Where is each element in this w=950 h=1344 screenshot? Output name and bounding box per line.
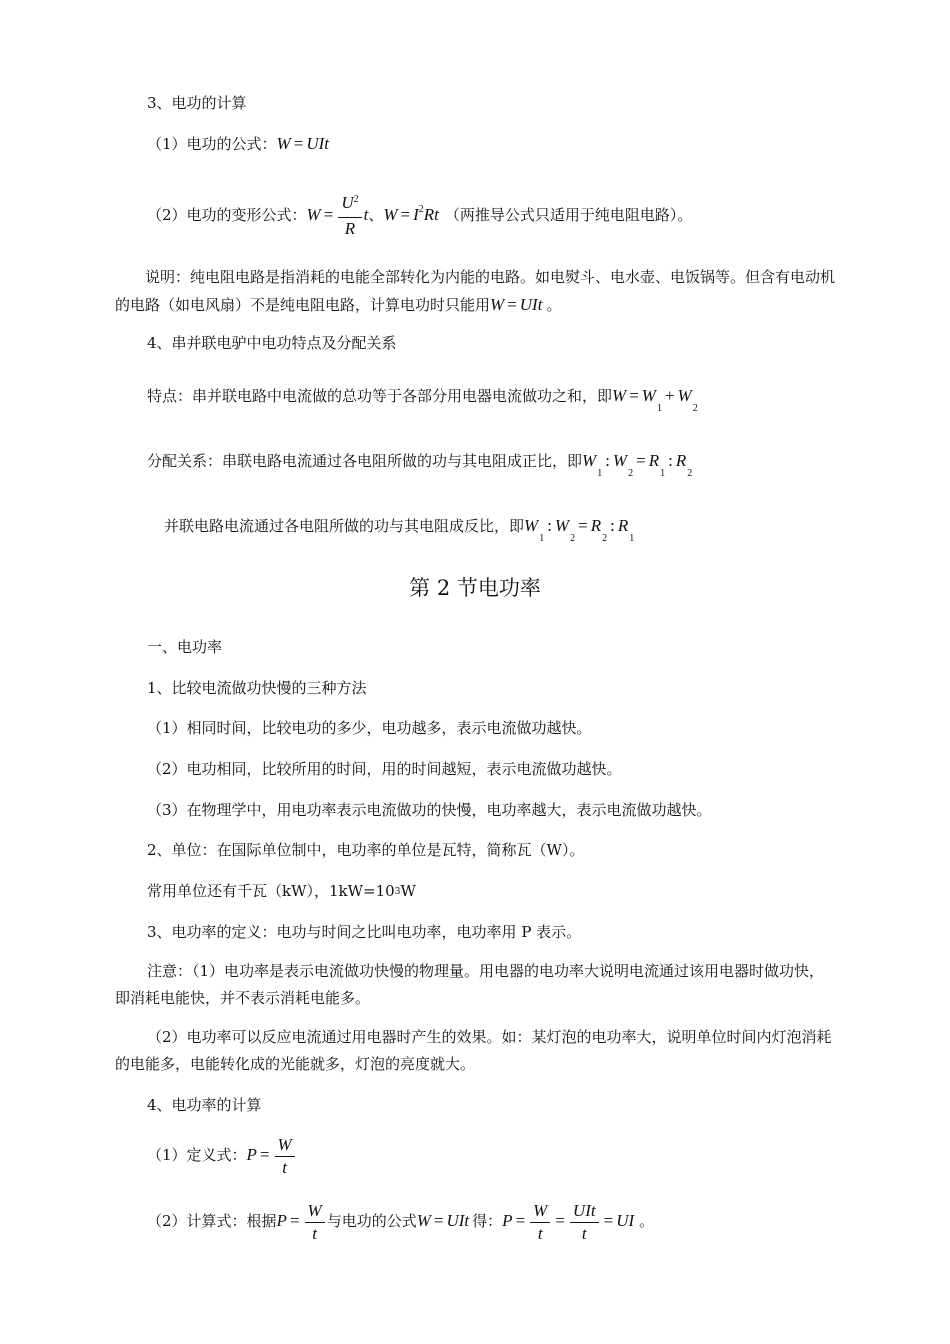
work-variant-formula-1: W = $\frac{U^2}{R}$ t — [306, 193, 369, 239]
calc-result-formula: P = $\frac{W}{t}$ = $\frac{\text{UIt}}{t}$ = UI — [502, 1200, 635, 1243]
section-3-title: 3、电功的计算 — [147, 94, 247, 112]
feature-formula: $W = W_1+ W_2$ — [612, 386, 698, 414]
pure-resistance-note — [115, 264, 839, 319]
feature-label: 特点：串并联电路中电流做的总功等于各部分用电器电流做功之和，即 — [147, 387, 613, 405]
work-formula: W = UIt — [276, 134, 329, 153]
p-note-2: （2）电功率可以反应电流通过用电器时产生的效果。如：某灯泡的电功率大，说明单位时间内灯泡消耗的电能多，电能转化成的光能就多，灯泡的亮度就大。 — [115, 1028, 832, 1073]
p-unit: 2、单位：在国际单位制中，电功率的单位是瓦特，简称瓦（W）。 — [147, 841, 585, 859]
series-distribution-line — [147, 451, 693, 479]
p-common-units — [147, 881, 416, 904]
parallel-distribution-line — [164, 516, 635, 544]
note-end: 。 — [546, 296, 562, 314]
note-text: 说明：纯电阻电路是指消耗的电能全部转化为内能的电路。如电熨斗、电水壶、电饭锅等。但含有电动机的电路（如电风扇）不是纯电阻电路，计算电功时只能用 — [115, 268, 836, 314]
p-definition: 3、电功率的定义：电功与时间之比叫电功率，电功率用 P 表示。 — [147, 923, 582, 941]
series-ratio-formula: $W_1$: $W_2= R_1$: $R_2$ — [582, 451, 693, 479]
section-4-title: 4、串并联电驴中电功特点及分配关系 — [147, 334, 397, 352]
common-units-exponent: 3 — [394, 887, 401, 897]
definition-formula-line — [147, 1130, 297, 1180]
calc-work-formula: W = UIt — [416, 1211, 470, 1230]
calc-mid-text: 与电功的公式 — [326, 1212, 417, 1230]
common-units-unit: W — [400, 882, 416, 900]
p-method-2: （2）电功相同，比较所用的时间，用的时间越短，表示电流做功越快。 — [147, 760, 622, 778]
common-units-text: 常用单位还有千瓦（kW），1kW=10 — [147, 882, 395, 900]
calculation-label: （2）计算式：根据 — [147, 1212, 277, 1230]
feature-line — [147, 386, 698, 414]
work-variant-formula-2: $W = I^2Rt$ — [383, 204, 439, 224]
section-heading: 第 2 节电功率 — [409, 576, 541, 600]
p-power-calc: 4、电功率的计算 — [147, 1096, 262, 1114]
note-formula: W = UIt — [490, 295, 543, 314]
series-distribution-label: 分配关系：串联电路电流通过各电阻所做的功与其电阻成正比，即 — [147, 452, 583, 470]
work-formula-line — [147, 134, 329, 154]
calc-de-text: 得： — [472, 1212, 503, 1230]
work-variant-formula-line — [147, 190, 692, 240]
p-method-3: （3）在物理学中，用电功率表示电流做功的快慢，电功率越大，表示电流做功越快。 — [147, 801, 712, 819]
calc-power-def: P = $\frac{W}{t}$ — [277, 1211, 327, 1230]
work-variant-label: （2）电功的变形公式： — [147, 206, 307, 224]
calculation-formula-line — [147, 1196, 654, 1246]
p-compare-methods: 1、比较电流做功快慢的三种方法 — [147, 679, 367, 697]
work-variant-note: （两推导公式只适用于纯电阻电路）。 — [444, 206, 693, 224]
p-electric-power: 一、电功率 — [147, 638, 223, 656]
definition-label: （1）定义式： — [147, 1146, 247, 1164]
formula-separator: 、 — [368, 206, 384, 224]
calc-end: 。 — [639, 1212, 655, 1230]
work-formula-label: （1）电功的公式： — [147, 135, 277, 153]
parallel-ratio-formula: $W_1$: $W_2= R_2$: $R_1$ — [524, 516, 635, 544]
parallel-distribution-label: 并联电路电流通过各电阻所做的功与其电阻成反比，即 — [164, 517, 525, 535]
definition-formula: P = $\frac{W}{t}$ — [247, 1145, 297, 1164]
p-method-1: （1）相同时间，比较电功的多少，电功越多，表示电流做功越快。 — [147, 719, 592, 737]
p-note-1: 注意：（1）电功率是表示电流做功快慢的物理量。用电器的电功率大说明电流通过该用电器时做功快，即消耗电能快，并不表示消耗电能多。 — [115, 962, 825, 1007]
